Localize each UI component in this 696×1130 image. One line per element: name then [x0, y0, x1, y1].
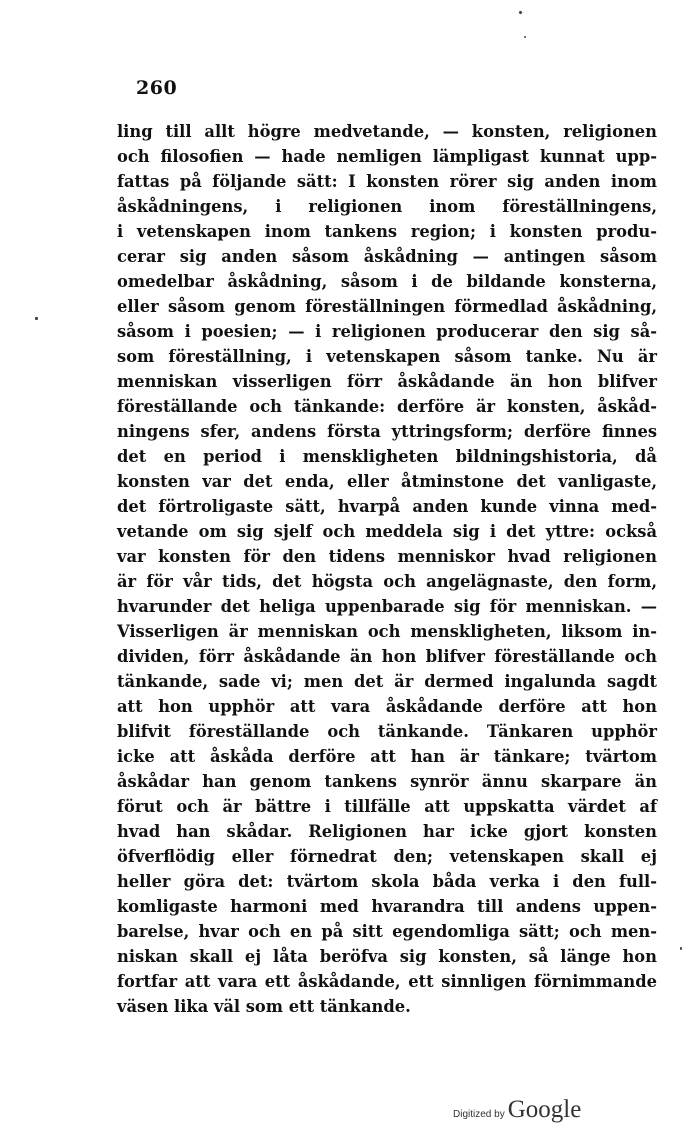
text-line: fattas på följande sätt: I konsten rörer sig anden inom	[117, 172, 657, 191]
digitized-by-google-watermark	[453, 1096, 581, 1124]
text-line: niskan skall ej låta beröfva sig konsten, så länge hon	[117, 947, 657, 966]
text-line: såsom i poesien; — i religionen producerar den sig så-	[117, 322, 657, 341]
text-line: konsten var det enda, eller åtminstone det vanligaste,	[117, 472, 657, 491]
text-line: komligaste harmoni med hvarandra till andens uppen-	[117, 897, 657, 916]
text-line: dividen, förr åskådande än hon blifver föreställande och	[117, 647, 657, 666]
text-line: åskådningens, i religionen inom föreställningens,	[117, 197, 657, 216]
text-line: att hon upphör att vara åskådande derföre att hon	[117, 697, 657, 716]
text-line: blifvit föreställande och tänkande. Tänkaren upphör	[117, 722, 657, 741]
text-line: omedelbar åskådning, såsom i de bildande konsterna,	[117, 272, 657, 291]
text-line: Visserligen är menniskan och menskligheten, liksom in-	[117, 622, 657, 641]
text-line: förut och är bättre i tillfälle att uppskatta värdet af	[117, 797, 657, 816]
text-line: heller göra det: tvärtom skola båda verka i den full-	[117, 872, 657, 891]
text-line: fortfar att vara ett åskådande, ett sinnligen förnimmande	[117, 972, 657, 991]
text-line: vetande om sig sjelf och meddela sig i det yttre: också	[117, 522, 657, 541]
text-line: barelse, hvar och en på sitt egendomliga sätt; och men-	[117, 922, 657, 941]
text-line: hvarunder det heliga uppenbarade sig för menniskan. —	[117, 597, 657, 616]
body-text	[117, 119, 657, 1019]
text-line: cerar sig anden såsom åskådning — antingen såsom	[117, 247, 657, 266]
text-line: eller såsom genom föreställningen förmedlad åskådning,	[117, 297, 657, 316]
text-line: åskådar han genom tankens synrör ännu skarpare än	[117, 772, 657, 791]
text-line: är för vår tids, det högsta och angelägnaste, den form,	[117, 572, 657, 591]
text-line: det en period i menskligheten bildningshistoria, då	[117, 447, 657, 466]
text-line: menniskan visserligen förr åskådande än hon blifver	[117, 372, 657, 391]
text-line: föreställande och tänkande: derföre är konsten, åskåd-	[117, 397, 657, 416]
text-line: väsen lika väl som ett tänkande.	[117, 997, 411, 1016]
scan-speck	[35, 317, 38, 320]
text-line: hvad han skådar. Religionen har icke gjort konsten	[117, 822, 657, 841]
digitized-by-label: Digitized by	[453, 1109, 505, 1120]
text-line: icke att åskåda derföre att han är tänkare; tvärtom	[117, 747, 657, 766]
page-number: 260	[136, 77, 178, 99]
text-line: och filosofien — hade nemligen lämpligast kunnat upp-	[117, 147, 657, 166]
google-logo: Google	[507, 1096, 582, 1123]
text-line: tänkande, sade vi; men det är dermed ingalunda sagdt	[117, 672, 657, 691]
text-line: det förtroligaste sätt, hvarpå anden kunde vinna med-	[117, 497, 657, 516]
text-line: var konsten för den tidens menniskor hvad religionen	[117, 547, 657, 566]
scan-speck	[518, 10, 522, 14]
text-line: i vetenskapen inom tankens region; i konsten produ-	[117, 222, 657, 241]
text-line: som föreställning, i vetenskapen såsom tanke. Nu är	[117, 347, 657, 366]
scan-speck	[680, 947, 682, 950]
text-line: ningens sfer, andens första yttringsform; derföre finnes	[117, 422, 657, 441]
text-line: öfverflödig eller förnedrat den; vetenskapen skall ej	[117, 847, 657, 866]
scan-speck	[524, 36, 526, 38]
text-line: ling till allt högre medvetande, — konsten, religionen	[117, 122, 657, 141]
